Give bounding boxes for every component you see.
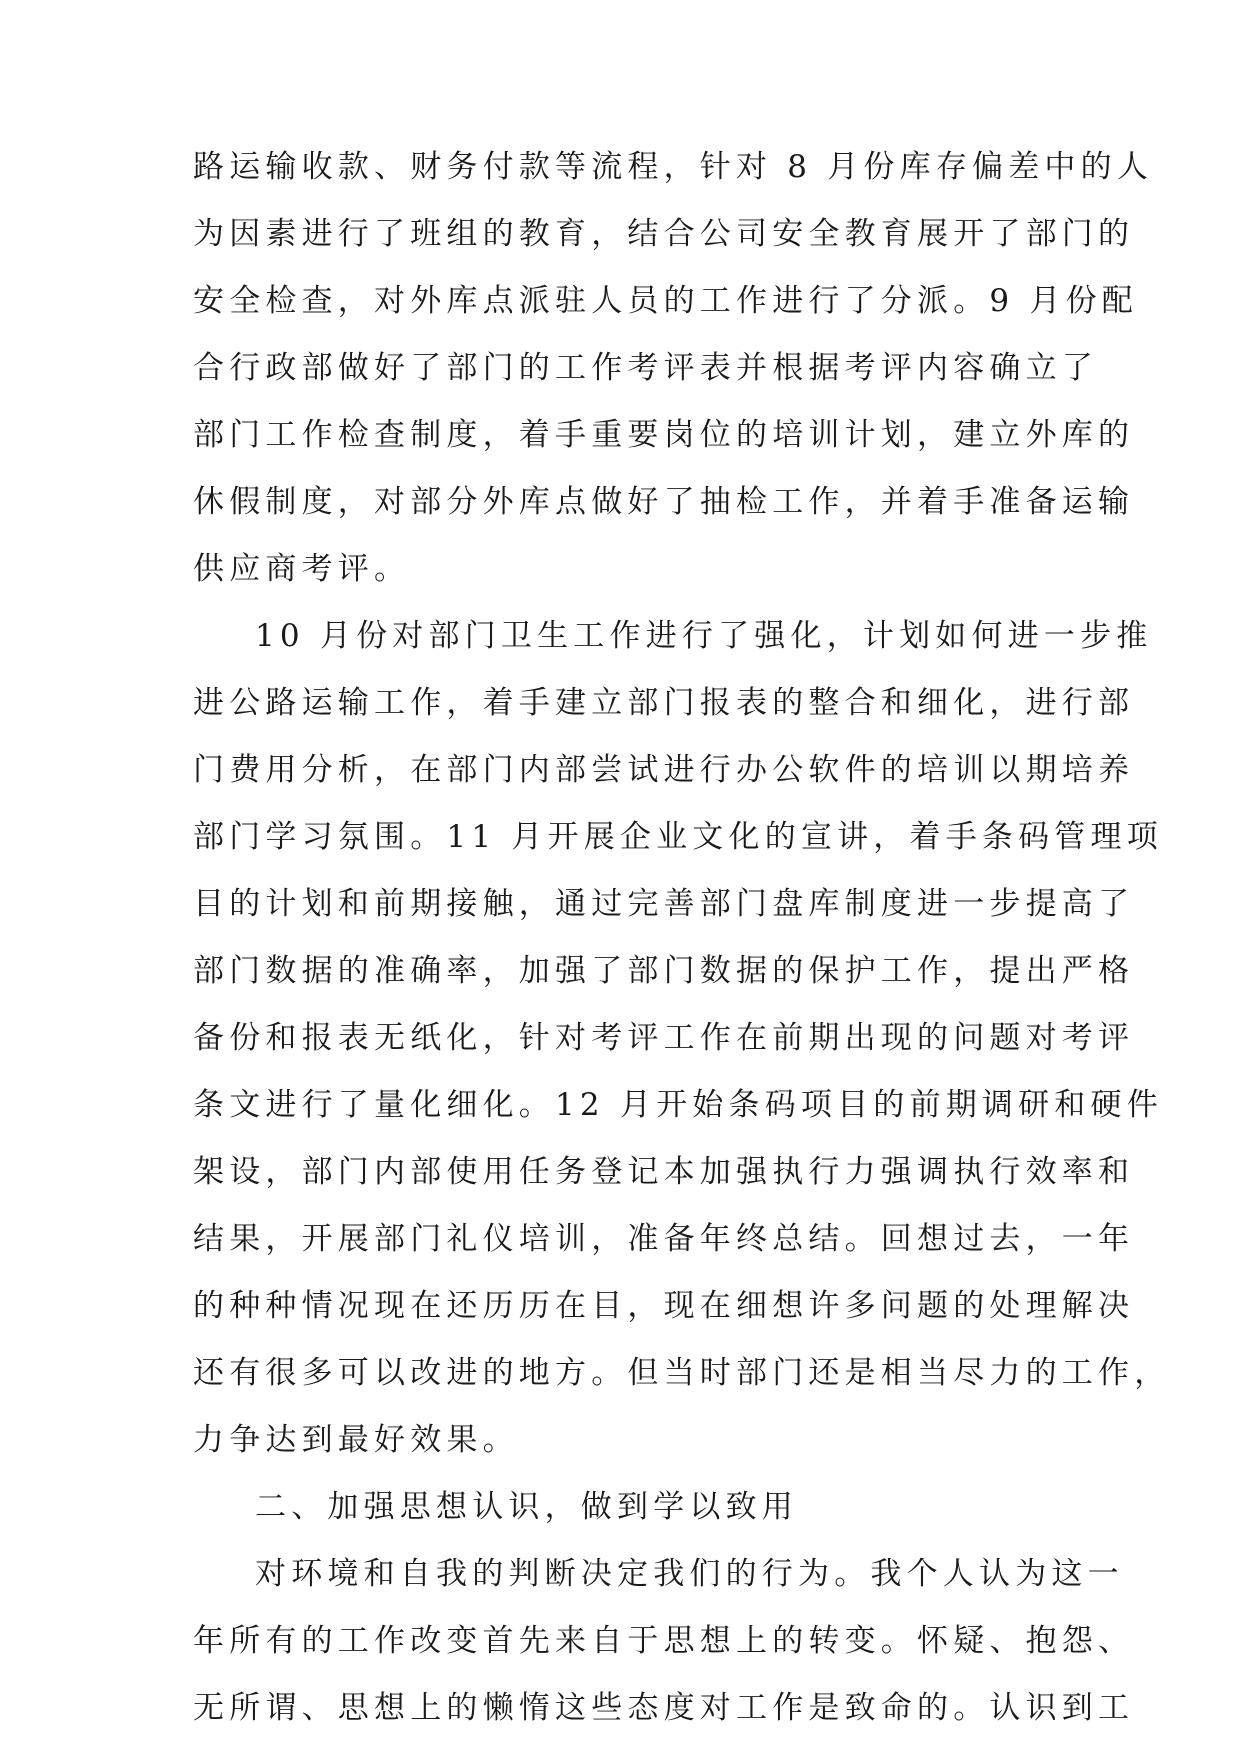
paragraph-line: 无所谓、思想上的懒惰这些态度对工作是致命的。认识到工 (193, 1690, 1135, 1726)
paragraph-line: 条文进行了量化细化。12 月开始条码项目的前期调研和硬件 (193, 1087, 1163, 1123)
paragraph-line: 进公路运输工作，着手建立部门报表的整合和细化，进行部 (193, 685, 1135, 721)
paragraph-line: 目的计划和前期接触，通过完善部门盘库制度进一步提高了 (193, 886, 1135, 922)
paragraph-line: 结果，开展部门礼仪培训，准备年终总结。回想过去，一年 (193, 1221, 1135, 1257)
paragraph-line: 路运输收款、财务付款等流程，针对 8 月份库存偏差中的人 (193, 149, 1154, 185)
paragraph-line: 的种种情况现在还历历在目，现在细想许多问题的处理解决 (193, 1288, 1135, 1324)
paragraph-line: 为因素进行了班组的教育，结合公司安全教育展开了部门的 (193, 216, 1135, 252)
paragraph-line: 力争达到最好效果。 (193, 1422, 519, 1458)
paragraph-line: 10 月份对部门卫生工作进行了强化，计划如何进一步推 (255, 618, 1153, 654)
paragraph-line: 部门学习氛围。11 月开展企业文化的宣讲，着手条码管理项 (193, 819, 1163, 855)
paragraph-line: 架设，部门内部使用任务登记本加强执行力强调执行效率和 (193, 1154, 1135, 1190)
paragraph-line: 备份和报表无纸化，针对考评工作在前期出现的问题对考评 (193, 1020, 1135, 1056)
paragraph-line: 对环境和自我的判断决定我们的行为。我个人认为这一 (255, 1556, 1124, 1592)
paragraph-line: 门费用分析，在部门内部尝试进行办公软件的培训以期培养 (193, 752, 1135, 788)
paragraph-line: 合行政部做好了部门的工作考评表并根据考评内容确立了 (193, 350, 1098, 386)
paragraph-line: 年所有的工作改变首先来自于思想上的转变。怀疑、抱怨、 (193, 1623, 1135, 1659)
section-heading: 二、加强思想认识，做到学以致用 (255, 1489, 798, 1525)
paragraph-line: 部门工作检查制度，着手重要岗位的培训计划，建立外库的 (193, 417, 1135, 453)
paragraph-line: 休假制度，对部分外库点做好了抽检工作，并着手准备运输 (193, 484, 1135, 520)
paragraph-line: 供应商考评。 (193, 551, 411, 587)
paragraph-line: 还有很多可以改进的地方。但当时部门还是相当尽力的工作， (193, 1355, 1171, 1391)
paragraph-line: 部门数据的准确率，加强了部门数据的保护工作，提出严格 (193, 953, 1135, 989)
paragraph-line: 安全检查，对外库点派驻人员的工作进行了分派。9 月份配 (193, 283, 1138, 319)
